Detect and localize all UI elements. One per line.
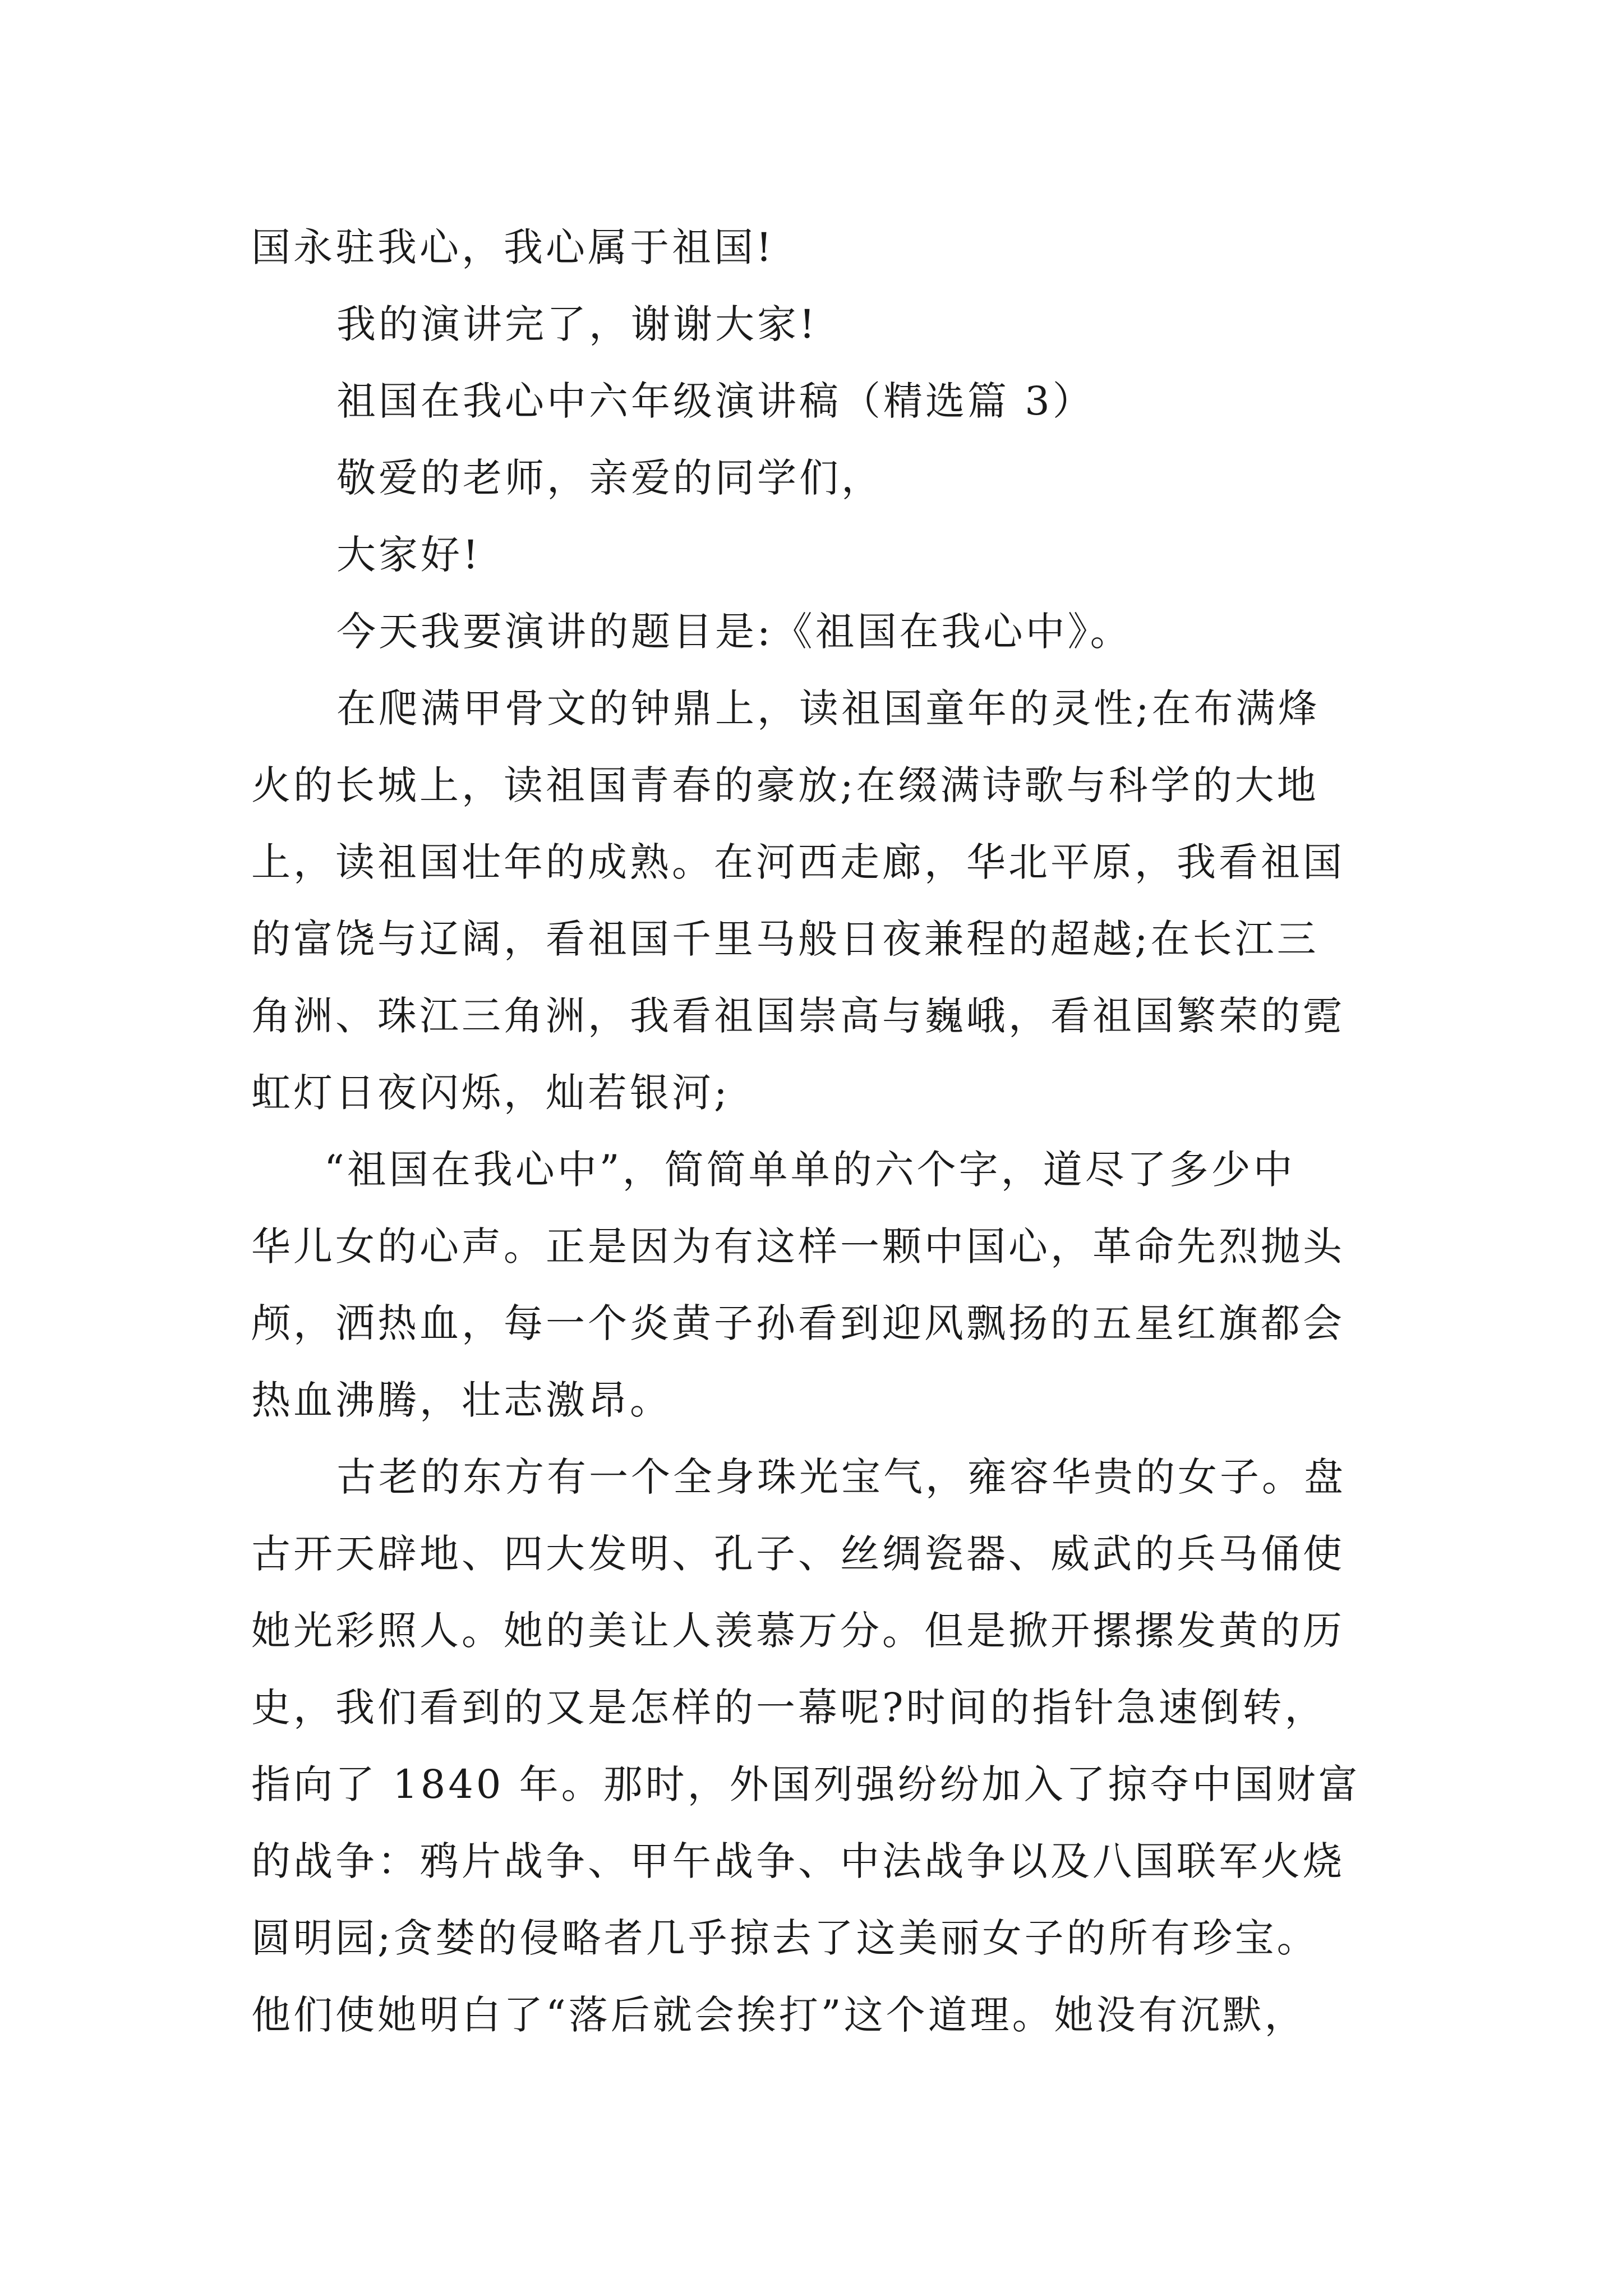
text-line: 国永驻我心，我心属于祖国!: [251, 224, 775, 270]
text-line: 的富饶与辽阔，看祖国千里马般日夜兼程的超越;在长江三: [251, 916, 1319, 962]
text-line: 敬爱的老师，亲爱的同学们，: [336, 455, 883, 501]
text-line: 史，我们看到的又是怎样的一幕呢?时间的指针急速倒转，: [251, 1685, 1327, 1731]
text-line: 他们使她明白了“落后就会挨打”这个道理。她没有沉默，: [251, 1992, 1307, 2038]
document-body: [251, 209, 1393, 2054]
text-line: “祖国在我心中”，简简单单的六个字，道尽了多少中: [324, 1147, 1295, 1193]
text-line: 的战争：鸦片战争、甲午战争、中法战争以及八国联军火烧: [251, 1838, 1345, 1884]
text-line: 上，读祖国壮年的成熟。在河西走廊，华北平原，我看祖国: [251, 839, 1345, 885]
text-line: 圆明园;贪婪的侵略者几乎掠去了这美丽女子的所有珍宝。: [251, 1915, 1319, 1961]
text-line: 古老的东方有一个全身珠光宝气，雍容华贵的女子。盘: [336, 1454, 1346, 1500]
text-line: 指向了 1840 年。那时，外国列强纷纷加入了掠夺中国财富: [251, 1761, 1361, 1807]
text-line: 今天我要演讲的题目是:《祖国在我心中》。: [336, 609, 1132, 655]
text-line: 古开天辟地、四大发明、孔子、丝绸瓷器、威武的兵马俑使: [251, 1531, 1345, 1577]
text-line: 热血沸腾，壮志激昂。: [251, 1377, 672, 1423]
text-line: 颅，洒热血，每一个炎黄子孙看到迎风飘扬的五星红旗都会: [251, 1300, 1345, 1346]
text-line: 我的演讲完了，谢谢大家!: [336, 301, 818, 347]
text-line: 华儿女的心声。正是因为有这样一颗中国心，革命先烈抛头: [251, 1223, 1345, 1269]
text-line: 角洲、珠江三角洲，我看祖国崇高与巍峨，看祖国繁荣的霓: [251, 993, 1345, 1039]
text-line: 她光彩照人。她的美让人羡慕万分。但是掀开摞摞发黄的历: [251, 1608, 1345, 1654]
text-line: 大家好!: [336, 532, 482, 578]
section-title: 祖国在我心中六年级演讲稿（精选篇 3）: [336, 378, 1095, 424]
text-line: 火的长城上，读祖国青春的豪放;在缀满诗歌与科学的大地: [251, 762, 1319, 808]
text-line: 虹灯日夜闪烁，灿若银河;: [251, 1070, 730, 1116]
text-line: 在爬满甲骨文的钟鼎上，读祖国童年的灵性;在布满烽: [336, 685, 1320, 731]
